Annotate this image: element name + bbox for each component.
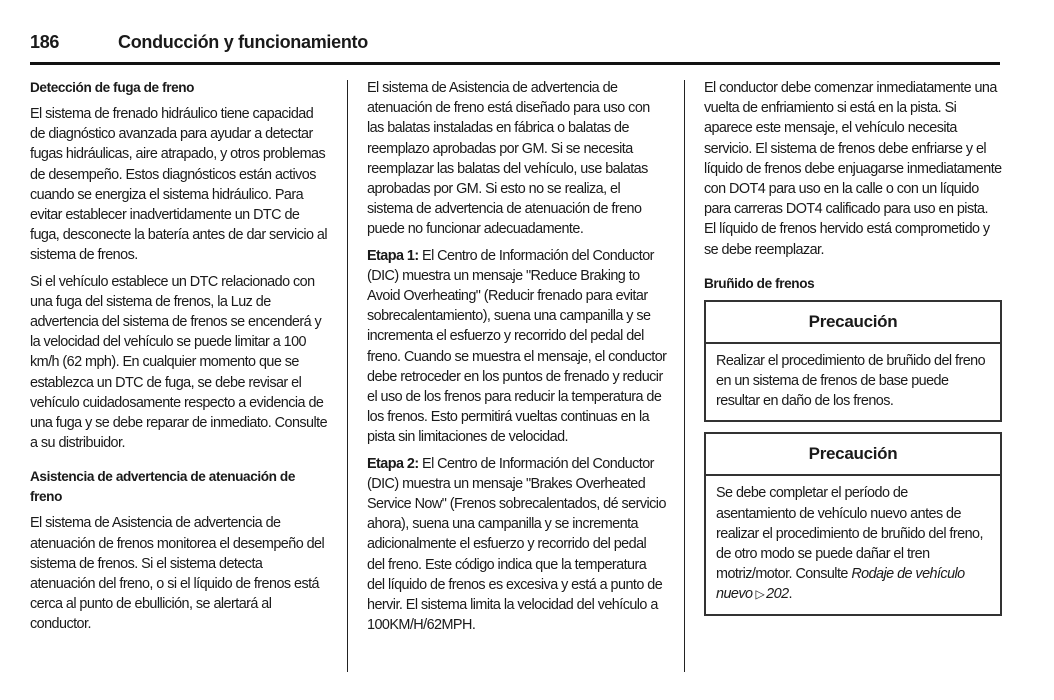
stage-1-label: Etapa 1: bbox=[367, 247, 419, 264]
cross-reference-text: Rodaje de vehículo nuevo bbox=[716, 566, 965, 603]
caution-body-text: Se debe completar el período de asentamiento de vehículo nuevo antes de realizar el procedimiento de bruñido del freno, de otro modo se puede dañar el tren motriz/motor. Consulte bbox=[716, 485, 983, 583]
caution-box-1 bbox=[704, 300, 1002, 423]
brake-leak-paragraph-2: Si el vehículo establece un DTC relacionado con una fuga del sistema de frenos, la Luz de advertencia del sistema de frenos se encenderá y la velocidad del vehículo se puede limitar a 100 km/h (62 mph). En cualquier momento que se establezca un DTC de fuga, se debe revisar el vehículo cuidadosamente respecto a evidencia de una fuga y se debe reparar de inmediato. Consulte a su distribuidor. bbox=[30, 273, 328, 452]
fade-assist-heading: Asistencia de advertencia de atenuación de freno bbox=[30, 469, 295, 505]
caution-title: Precaución bbox=[706, 434, 1000, 476]
caution-body bbox=[706, 476, 1000, 613]
page-number: 186 bbox=[30, 32, 60, 52]
fade-assist-pads-paragraph: El sistema de Asistencia de advertencia de atenuación de freno está diseñado para uso con las balatas instaladas en fábrica o balatas de reemplazo aprobadas por GM. Si se necesita reemplazar las balatas del vehículo, use balatas aprobadas por GM. Si esto no se realiza, el sistema de advertencia de atenuación de freno puede no funcionar adecuadamente. bbox=[367, 80, 650, 238]
cross-reference-page: 202 bbox=[766, 586, 789, 603]
column-3 bbox=[704, 78, 1002, 626]
fade-assist-paragraph: El sistema de Asistencia de advertencia de atenuación de frenos monitorea el desempeño del sistema de frenos. Si el sistema detecta atenuación del freno, o si el líquido de frenos está cerca al punto de ebullición, se alertará al conductor. bbox=[30, 515, 325, 633]
stage-2-paragraph bbox=[367, 454, 667, 636]
caution-box-2 bbox=[704, 432, 1002, 615]
brake-leak-heading: Detección de fuga de freno bbox=[30, 80, 195, 95]
column-divider bbox=[684, 80, 685, 672]
stage-1-paragraph bbox=[367, 246, 667, 448]
column-divider bbox=[347, 80, 348, 672]
column-2 bbox=[367, 78, 667, 641]
brake-leak-paragraph-1: El sistema de frenado hidráulico tiene capacidad de diagnóstico avanzada para ayudar a detectar fugas hidráulicas, aire atrapado, y otros problemas de desempeño. Estos diagnósticos están activos cuando se energiza el sistema hidráulico. Para evitar establecer inadvertidamente un DTC de fuga, desconecte la batería antes de dar servicio al sistema de frenos. bbox=[30, 106, 327, 264]
caution-body: Realizar el procedimiento de bruñido del freno en un sistema de frenos de base puede resultar en daño de los frenos. bbox=[716, 352, 986, 410]
page-title: Conducción y funcionamiento bbox=[118, 32, 368, 52]
column-1 bbox=[30, 78, 330, 641]
cooldown-paragraph: El conductor debe comenzar inmediatamente una vuelta de enfriamiento si está en la pista. Si aparece este mensaje, el vehículo necesita servicio. El sistema de frenos debe enfriarse y el líquido de frenos debe enjuagarse inmediatamente con DOT4 para uso en la calle o con un líquido para carreras DOT4 calificado para uso en pista. El líquido de frenos hervido está comprometido y se debe reemplazar. bbox=[704, 80, 1002, 258]
page-reference-arrow-icon: ▷ bbox=[755, 587, 765, 602]
stage-2-text: El Centro de Información del Conductor (DIC) muestra un mensaje "Brakes Overheated Service Now" (Frenos sobrecalentados, dé servicio ahora), suena una campanilla y se incrementa adicionalmente el esfuerzo y recorrido del pedal del freno. Este código indica que la temperatura del líquido de frenos es excesiva y está a punto de hervir. El sistema limita la velocidad del vehículo a 100KM/H/62MPH. bbox=[367, 455, 666, 634]
page-header bbox=[30, 30, 1000, 65]
burnish-heading: Bruñido de frenos bbox=[704, 275, 815, 291]
stage-1-text: El Centro de Información del Conductor (DIC) muestra un mensaje "Reduce Braking to Avoid Overheating" (Reducir frenado para evitar sobrecalentamiento), suena una campanilla y se incrementa el esfuerzo y recorrido del pedal del freno. Cuando se muestra el mensaje, el conductor debe retroceder en los puntos de frenado y reducir el uso de los frenos para reducir la temperatura de los frenos. Esto permitirá vueltas continuas en la pista sin limitaciones de velocidad. bbox=[367, 247, 667, 446]
stage-2-label: Etapa 2: bbox=[367, 455, 419, 472]
caution-title: Precaución bbox=[706, 302, 1000, 344]
caution-body-end: . bbox=[788, 586, 792, 603]
